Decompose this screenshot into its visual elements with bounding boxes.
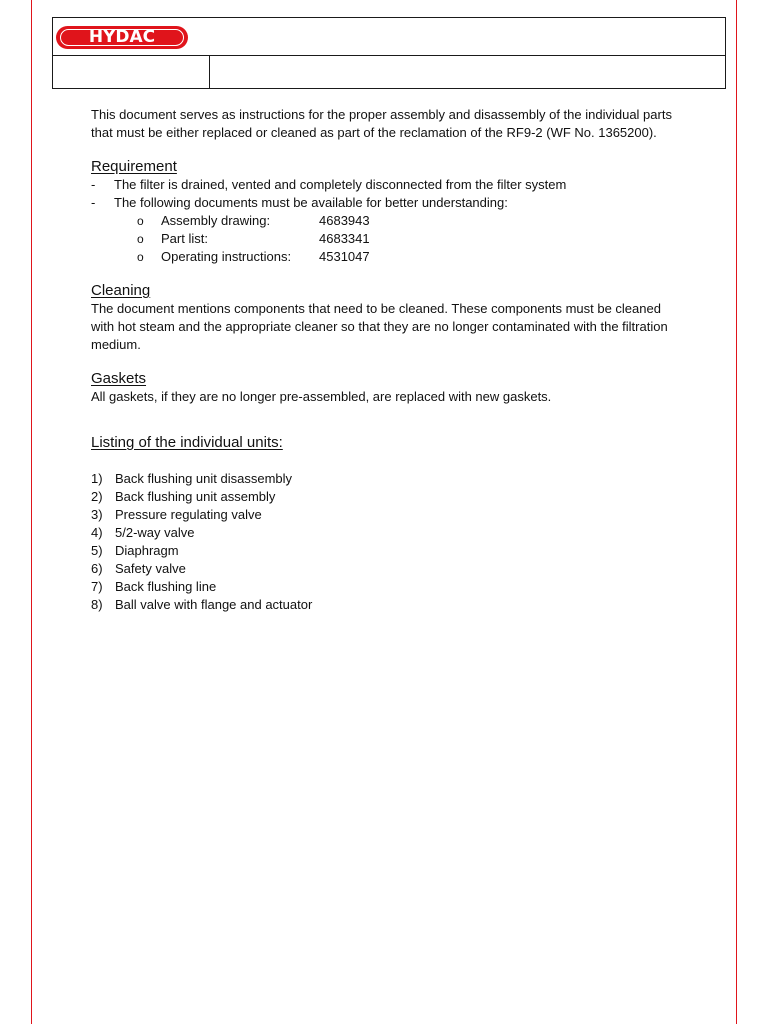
requirement-heading: Requirement	[91, 158, 177, 175]
unit-list-item	[91, 578, 681, 596]
document-reference-number: 4683943	[319, 213, 370, 228]
circle-bullet-icon: o	[137, 232, 144, 246]
gaskets-paragraph: All gaskets, if they are no longer pre-assembled, are replaced with new gaskets.	[91, 389, 552, 404]
document-body	[91, 106, 681, 614]
circle-bullet-icon: o	[137, 250, 144, 264]
unit-list-item	[91, 506, 681, 524]
document-reference-label: Operating instructions:	[161, 249, 292, 264]
units-list	[91, 470, 681, 614]
hydac-logo	[56, 26, 188, 49]
document-reference-list	[91, 212, 681, 266]
document-reference-number: 4683341	[319, 231, 370, 246]
unit-name: Back flushing line	[115, 579, 217, 594]
page-margin-line-right	[736, 0, 737, 1024]
unit-number: 7)	[91, 579, 103, 594]
intro-paragraph: This document serves as instructions for the proper assembly and disassembly of the individual parts that must be either replaced or cleaned as part of the reclamation of the RF9-2 (WF No. 1365200).	[91, 107, 672, 140]
cleaning-paragraph: The document mentions components that need to be cleaned. These components must be cleaned with hot steam and the appropriate cleaner so that they are no longer contaminated with the filtration medium.	[91, 301, 668, 352]
unit-number: 3)	[91, 507, 103, 522]
unit-number: 5)	[91, 543, 103, 558]
document-reference	[91, 230, 681, 248]
dash-bullet: -	[91, 195, 96, 210]
document-reference-label: Assembly drawing:	[161, 213, 271, 228]
requirement-item	[91, 194, 681, 212]
unit-number: 8)	[91, 597, 103, 612]
page-margin-line-left	[31, 0, 32, 1024]
requirement-item	[91, 176, 681, 194]
cleaning-heading: Cleaning	[91, 282, 151, 299]
document-reference	[91, 248, 681, 266]
unit-name: Pressure regulating valve	[115, 507, 262, 522]
unit-name: Diaphragm	[115, 543, 179, 558]
unit-name: Ball valve with flange and actuator	[115, 597, 313, 612]
unit-list-item	[91, 596, 681, 614]
requirement-item-text: The following documents must be available for better understanding:	[114, 195, 508, 210]
requirement-item-text: The filter is drained, vented and completely disconnected from the filter system	[114, 177, 567, 192]
gaskets-heading: Gaskets	[91, 370, 147, 387]
unit-number: 1)	[91, 471, 103, 486]
document-reference-number: 4531047	[319, 249, 370, 264]
unit-name: Safety valve	[115, 561, 186, 576]
hydac-logo-text: HYDAC	[60, 29, 184, 46]
unit-name: Back flushing unit disassembly	[115, 471, 293, 486]
document-reference	[91, 212, 681, 230]
document-reference-label: Part list:	[161, 231, 208, 246]
requirement-list	[91, 176, 681, 212]
document-header	[52, 17, 726, 89]
header-cell-right	[210, 55, 725, 88]
unit-number: 4)	[91, 525, 103, 540]
unit-name: Back flushing unit assembly	[115, 489, 276, 504]
listing-heading: Listing of the individual units:	[91, 434, 283, 451]
unit-name: 5/2-way valve	[115, 525, 195, 540]
unit-list-item	[91, 470, 681, 488]
unit-list-item	[91, 488, 681, 506]
header-cell-left	[53, 55, 210, 88]
unit-number: 6)	[91, 561, 103, 576]
unit-number: 2)	[91, 489, 103, 504]
unit-list-item	[91, 542, 681, 560]
header-logo-row	[53, 18, 725, 56]
unit-list-item	[91, 524, 681, 542]
unit-list-item	[91, 560, 681, 578]
dash-bullet: -	[91, 177, 96, 192]
circle-bullet-icon: o	[137, 214, 144, 228]
